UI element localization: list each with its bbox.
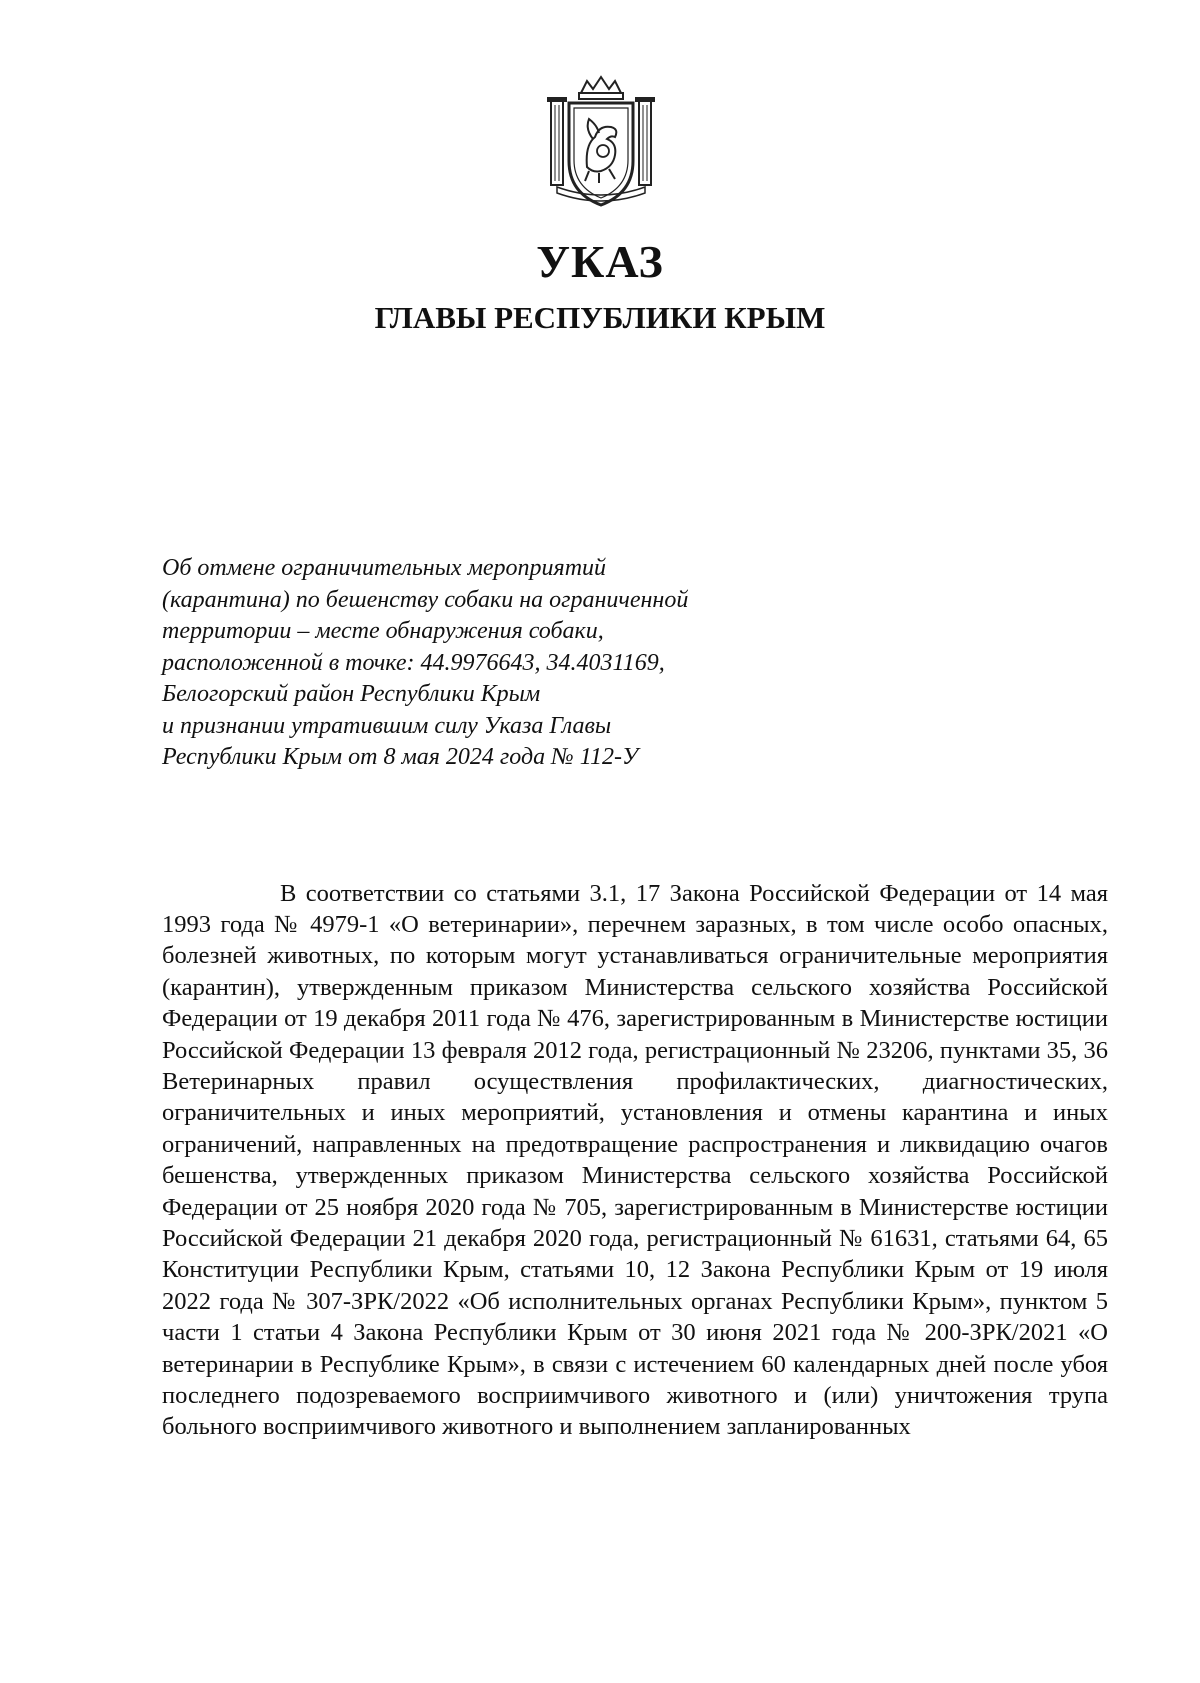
heading-line: и признании утратившим силу Указа Главы xyxy=(162,712,612,739)
heading-line: Белогорский район Республики Крым xyxy=(162,681,541,707)
coat-of-arms-icon xyxy=(541,75,661,210)
document-subtitle: ГЛАВЫ РЕСПУБЛИКИ КРЫМ xyxy=(374,300,826,335)
heading-line: (карантина) по бешенству собаки на ограниченной xyxy=(162,586,689,613)
heading-line: территории – месте обнаружения собаки, xyxy=(162,618,604,644)
decree-body-paragraph: В соответствии со статьями 3.1, 17 Закона Российской Федерации от 14 мая 1993 года № 4979-1 «О ветеринарии», перечнем заразных, в том числе особо опасных, болезней животных, по которым могут устанавливаться ограничительные мероприятия (карантин), утвержденным приказом Министерства сельского хозяйства Российской Федерации от 19 декабря 2011 года № 476, зарегистрированным в Министерстве юстиции Российской Федерации 13 февраля 2012 года, регистрационный № 23206, пунктами 35, 36 Ветеринарных правил осуществления профилактических, диагностических, ограничительных и иных мероприятий, установления и отмены карантина и иных ограничений, направленных на предотвращение распространения и ликвидацию очагов бешенства, утвержденных приказом Министерства сельского хозяйства Российской Федерации от 25 ноября 2020 года № 705, зарегистрированным в Министерстве юстиции Российской Федерации 21 декабря 2020 года, регистрационный № 61631, статьями 64, 65 Конституции Республики Крым, статьями 10, 12 Закона Республики Крым от 19 июля 2022 года № 307-ЗРК/2022 «Об исполнительных органах Республики Крым», пунктом 5 части 1 статьи 4 Закона Республики Крым от 30 июня 2021 года № 200-ЗРК/2021 «О ветеринарии в Республике Крым», в связи с истечением 60 календарных дней после убоя последнего подозреваемого восприимчивого животного и (или) уничтожения трупа больного восприимчивого животного и выполнением запланированных xyxy=(162,879,1108,1441)
heading-line: Об отмене ограничительных мероприятий xyxy=(162,555,607,581)
heading-line: расположенной в точке: 44.9976643, 34.4031169, xyxy=(162,649,665,676)
heading-line: Республики Крым от 8 мая 2024 года № 112-У xyxy=(162,744,639,770)
document-title: УКАЗ xyxy=(536,236,664,287)
decree-heading xyxy=(162,553,812,774)
